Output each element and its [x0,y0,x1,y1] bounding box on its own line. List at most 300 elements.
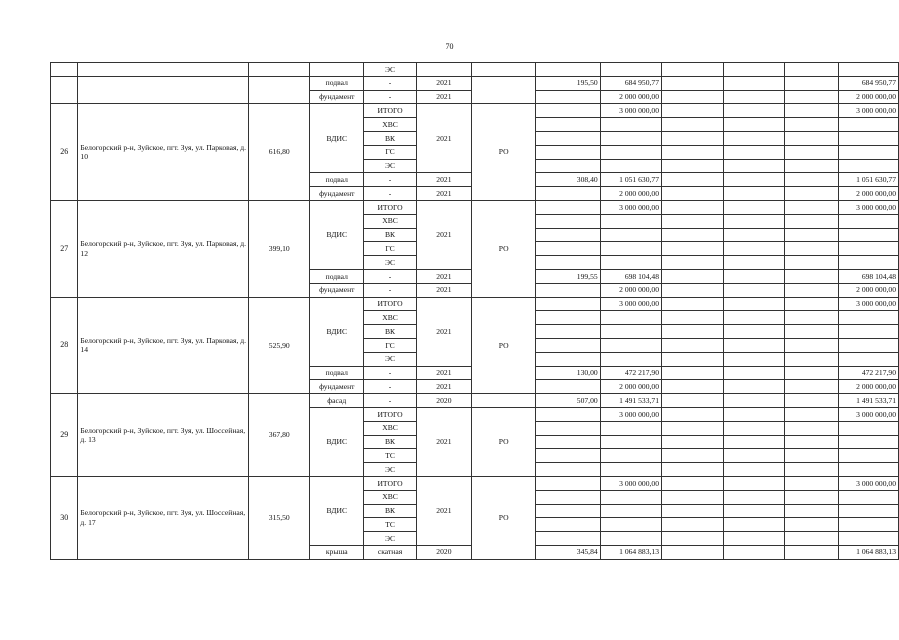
cell-system: ГС [364,338,416,352]
cell-blank [536,63,600,77]
cell-blank [723,311,784,325]
entry-address: Белогорский р-н, Зуйское, пгт. Зуя, ул. Шоссейная, д. 17 [78,476,249,559]
cell-blank [723,476,784,490]
cell-blank [723,173,784,187]
cell-cost [600,352,661,366]
cell-executor: РО [472,407,536,476]
cell-blank [784,187,838,201]
cell-blank [662,421,724,435]
cell-blank [723,256,784,270]
cell-blank [723,104,784,118]
cell-cost: 3 000 000,00 [600,476,661,490]
cell-type: - [364,173,416,187]
cell-element: крыша [310,545,364,559]
cell-system: ТС [364,449,416,463]
cell-blank [784,325,838,339]
cell-blank [723,490,784,504]
cell-blank [838,63,898,77]
cell-year: 2020 [416,394,472,408]
cell-blank [662,476,724,490]
cell-executor: РО [472,200,536,297]
cell-type: - [364,76,416,90]
cell-cost: 1 491 533,71 [600,394,661,408]
cell-blank [723,435,784,449]
cell-year: 2021 [416,407,472,476]
cell-blank [662,214,724,228]
entry-area: 616,80 [249,104,310,201]
cell-year: 2020 [416,545,472,559]
cell-blank [784,338,838,352]
cell-blank [662,187,724,201]
cell-system: ХВС [364,118,416,132]
cell-system: ЭС [364,532,416,546]
cell-blank [784,463,838,477]
cell-volume [536,200,600,214]
cell-blank [723,283,784,297]
table-row [51,394,899,408]
cell-blank [784,532,838,546]
cell-year: 2021 [416,380,472,394]
cell-cost [600,242,661,256]
cell-blank [723,545,784,559]
cell-blank [249,76,310,104]
cell-system: ХВС [364,421,416,435]
cell-volume [536,228,600,242]
cell-volume [536,435,600,449]
cell-total [838,421,898,435]
cell-system: ВК [364,435,416,449]
cell-blank [784,63,838,77]
cell-blank [784,366,838,380]
table-row [51,200,899,214]
cell-year: 2021 [416,269,472,283]
cell-blank [723,421,784,435]
cell-total: 1 064 883,13 [838,545,898,559]
cell-volume [536,476,600,490]
cell-cost [600,256,661,270]
cell-system: ЭС [364,352,416,366]
cell-total: 1 491 533,71 [838,394,898,408]
cell-volume [536,449,600,463]
cell-blank [662,366,724,380]
cell-blank [662,104,724,118]
cell-cost [600,118,661,132]
cell-cost [600,449,661,463]
cell-blank [723,380,784,394]
cell-total: 698 104,48 [838,269,898,283]
cell-system: ИТОГО [364,297,416,311]
cell-volume [536,380,600,394]
cell-blank [784,421,838,435]
cell-executor: РО [472,297,536,394]
cell-blank [662,435,724,449]
cell-blank [784,407,838,421]
cell-blank [723,63,784,77]
cell-total: 2 000 000,00 [838,380,898,394]
cell-blank [784,242,838,256]
cell-element: подвал [310,76,364,90]
cell-system: ЭС [364,159,416,173]
cell-year: 2021 [416,76,472,90]
cell-system: ЭС [364,63,416,77]
cell-system: ИТОГО [364,407,416,421]
cell-cost: 1 051 630,77 [600,173,661,187]
cell-total: 3 000 000,00 [838,476,898,490]
cell-volume [536,352,600,366]
cell-blank [662,256,724,270]
cell-blank [662,463,724,477]
cell-volume [536,104,600,118]
entry-address: Белогорский р-н, Зуйское, пгт. Зуя, ул. Шоссейная, д. 13 [78,394,249,477]
entry-number: 29 [51,394,78,477]
cell-blank [662,173,724,187]
cell-volume [536,532,600,546]
entry-number: 30 [51,476,78,559]
cell-total [838,311,898,325]
cell-blank [472,63,536,77]
table-body [51,63,899,560]
cell-blank [662,325,724,339]
cell-blank [662,504,724,518]
cell-system: ХВС [364,490,416,504]
cell-type: - [364,90,416,104]
cell-total [838,504,898,518]
cell-volume [536,256,600,270]
cell-system: ГС [364,145,416,159]
cell-cost: 1 064 883,13 [600,545,661,559]
cell-total [838,325,898,339]
cell-total: 1 051 630,77 [838,173,898,187]
cell-type: скатная [364,545,416,559]
cell-blank [723,394,784,408]
cell-blank [662,269,724,283]
cell-executor: РО [472,476,536,559]
page-number: 70 [445,42,454,51]
cell-cost [600,532,661,546]
cell-total: 2 000 000,00 [838,283,898,297]
cell-type: - [364,366,416,380]
entry-area: 399,10 [249,200,310,297]
cell-total: 2 000 000,00 [838,187,898,201]
cell-cost [600,504,661,518]
cell-volume: 308,40 [536,173,600,187]
cell-blank [662,145,724,159]
cell-blank [784,311,838,325]
cell-blank [784,76,838,90]
cell-blank [662,283,724,297]
cell-blank [723,407,784,421]
cell-executor [472,76,536,104]
cell-year: 2021 [416,90,472,104]
table-row [51,76,899,90]
cell-blank [784,435,838,449]
entry-number: 28 [51,297,78,394]
cell-blank [784,297,838,311]
cell-blank [723,504,784,518]
cell-volume [536,407,600,421]
cell-volume [536,214,600,228]
cell-total [838,518,898,532]
cell-blank [723,200,784,214]
cell-system: ВК [364,325,416,339]
cell-volume [536,311,600,325]
cell-volume [536,463,600,477]
cell-blank [784,352,838,366]
cell-system: ЭС [364,256,416,270]
cell-year: 2021 [416,366,472,380]
cell-blank [662,159,724,173]
cell-volume: 507,00 [536,394,600,408]
cell-total [838,435,898,449]
cell-blank [600,63,661,77]
cell-cost: 3 000 000,00 [600,200,661,214]
cell-blank [723,145,784,159]
cell-blank [723,449,784,463]
cell-blank [662,352,724,366]
cell-cost: 472 217,90 [600,366,661,380]
cell-blank [723,214,784,228]
cell-cost [600,159,661,173]
cell-blank [723,187,784,201]
cell-total [838,352,898,366]
cell-system: ИТОГО [364,476,416,490]
cell-blank [78,63,249,77]
cell-blank [723,338,784,352]
cell-blank [784,145,838,159]
cell-cost: 2 000 000,00 [600,283,661,297]
entry-address: Белогорский р-н, Зуйское, пгт. Зуя, ул. Парковая, д. 10 [78,104,249,201]
cell-total [838,449,898,463]
cell-total: 2 000 000,00 [838,90,898,104]
cell-total [838,118,898,132]
cell-element: фундамент [310,283,364,297]
cell-blank [784,90,838,104]
cell-year: 2021 [416,187,472,201]
cell-total [838,338,898,352]
cell-blank [723,352,784,366]
cell-blank [723,131,784,145]
cell-type: - [364,394,416,408]
cell-blank [723,269,784,283]
cell-total: 3 000 000,00 [838,297,898,311]
cell-blank [784,256,838,270]
cell-total: 3 000 000,00 [838,104,898,118]
cell-cost: 2 000 000,00 [600,90,661,104]
cell-blank [662,532,724,546]
cell-total: 472 217,90 [838,366,898,380]
cell-system: ЭС [364,463,416,477]
table-row [51,297,899,311]
cell-volume [536,325,600,339]
entry-area: 367,80 [249,394,310,477]
cell-volume: 195,50 [536,76,600,90]
cell-system: ИТОГО [364,200,416,214]
cell-element-vdis: ВДИС [310,200,364,269]
cell-executor: РО [472,104,536,201]
cell-blank [723,532,784,546]
table-row [51,63,899,77]
cell-year: 2021 [416,173,472,187]
cell-year: 2021 [416,200,472,269]
cell-blank [51,63,78,77]
cell-cost: 3 000 000,00 [600,297,661,311]
cell-cost: 3 000 000,00 [600,104,661,118]
cell-element: подвал [310,269,364,283]
cell-blank [784,131,838,145]
cell-blank [784,118,838,132]
cell-volume [536,242,600,256]
cell-type: - [364,269,416,283]
cell-cost [600,325,661,339]
capital-repair-table [50,62,899,560]
cell-total [838,256,898,270]
cell-blank [662,131,724,145]
cell-blank [784,545,838,559]
cell-cost: 698 104,48 [600,269,661,283]
cell-blank [662,449,724,463]
cell-cost [600,435,661,449]
cell-blank [784,214,838,228]
cell-blank [784,490,838,504]
cell-volume: 345,84 [536,545,600,559]
cell-cost: 2 000 000,00 [600,380,661,394]
cell-element-vdis: ВДИС [310,476,364,545]
cell-total [838,214,898,228]
entry-area: 525,90 [249,297,310,394]
cell-type: - [364,283,416,297]
cell-blank [662,338,724,352]
cell-blank [662,200,724,214]
entry-address: Белогорский р-н, Зуйское, пгт. Зуя, ул. Парковая, д. 14 [78,297,249,394]
cell-total: 3 000 000,00 [838,200,898,214]
cell-type: - [364,380,416,394]
cell-blank [662,311,724,325]
cell-year: 2021 [416,104,472,173]
cell-system: ТС [364,518,416,532]
cell-total [838,463,898,477]
cell-volume [536,187,600,201]
cell-element: фундамент [310,90,364,104]
cell-volume: 130,00 [536,366,600,380]
cell-blank [662,118,724,132]
cell-blank [662,380,724,394]
cell-blank [662,518,724,532]
cell-blank [662,76,724,90]
cell-blank [416,63,472,77]
cell-blank [723,297,784,311]
cell-element-vdis: ВДИС [310,297,364,366]
table-row [51,476,899,490]
cell-executor [472,394,536,408]
cell-blank [723,325,784,339]
cell-year: 2021 [416,297,472,366]
cell-cost [600,463,661,477]
cell-blank [723,90,784,104]
cell-blank [784,159,838,173]
cell-cost [600,338,661,352]
cell-blank [662,242,724,256]
cell-blank [662,394,724,408]
cell-blank [662,490,724,504]
cell-cost [600,131,661,145]
cell-blank [310,63,364,77]
cell-blank [662,90,724,104]
cell-system: ВК [364,131,416,145]
cell-system: ХВС [364,311,416,325]
cell-blank [662,63,724,77]
cell-total [838,145,898,159]
cell-volume: 199,55 [536,269,600,283]
cell-blank [784,504,838,518]
cell-cost: 2 000 000,00 [600,187,661,201]
cell-cost [600,214,661,228]
cell-blank [662,407,724,421]
cell-blank [723,518,784,532]
cell-system: ВК [364,504,416,518]
cell-blank [723,228,784,242]
cell-volume [536,145,600,159]
cell-blank [784,449,838,463]
cell-element: подвал [310,173,364,187]
cell-system: ИТОГО [364,104,416,118]
cell-cost: 684 950,77 [600,76,661,90]
cell-blank [784,228,838,242]
cell-system: ХВС [364,214,416,228]
cell-element: фундамент [310,187,364,201]
cell-volume [536,504,600,518]
cell-total: 3 000 000,00 [838,407,898,421]
cell-element: фундамент [310,380,364,394]
entry-address: Белогорский р-н, Зуйское, пгт. Зуя, ул. Парковая, д. 12 [78,200,249,297]
cell-element: подвал [310,366,364,380]
cell-blank [662,545,724,559]
cell-blank [723,366,784,380]
cell-cost [600,228,661,242]
cell-element-vdis: ВДИС [310,407,364,476]
cell-element: фасад [310,394,364,408]
cell-blank [249,63,310,77]
cell-total [838,159,898,173]
cell-type: - [364,187,416,201]
cell-cost [600,518,661,532]
cell-blank [662,228,724,242]
cell-blank [723,118,784,132]
cell-system: ВК [364,228,416,242]
cell-cost [600,311,661,325]
cell-volume [536,118,600,132]
cell-volume [536,338,600,352]
cell-volume [536,159,600,173]
cell-year: 2021 [416,283,472,297]
cell-blank [784,200,838,214]
cell-blank [51,76,78,104]
cell-volume [536,518,600,532]
cell-volume [536,90,600,104]
cell-element-vdis: ВДИС [310,104,364,173]
cell-volume [536,283,600,297]
cell-blank [784,283,838,297]
cell-cost [600,421,661,435]
cell-blank [784,476,838,490]
entry-area: 315,50 [249,476,310,559]
cell-blank [662,297,724,311]
cell-blank [784,104,838,118]
cell-blank [784,518,838,532]
cell-blank [784,173,838,187]
cell-volume [536,490,600,504]
entry-number: 27 [51,200,78,297]
cell-blank [723,463,784,477]
